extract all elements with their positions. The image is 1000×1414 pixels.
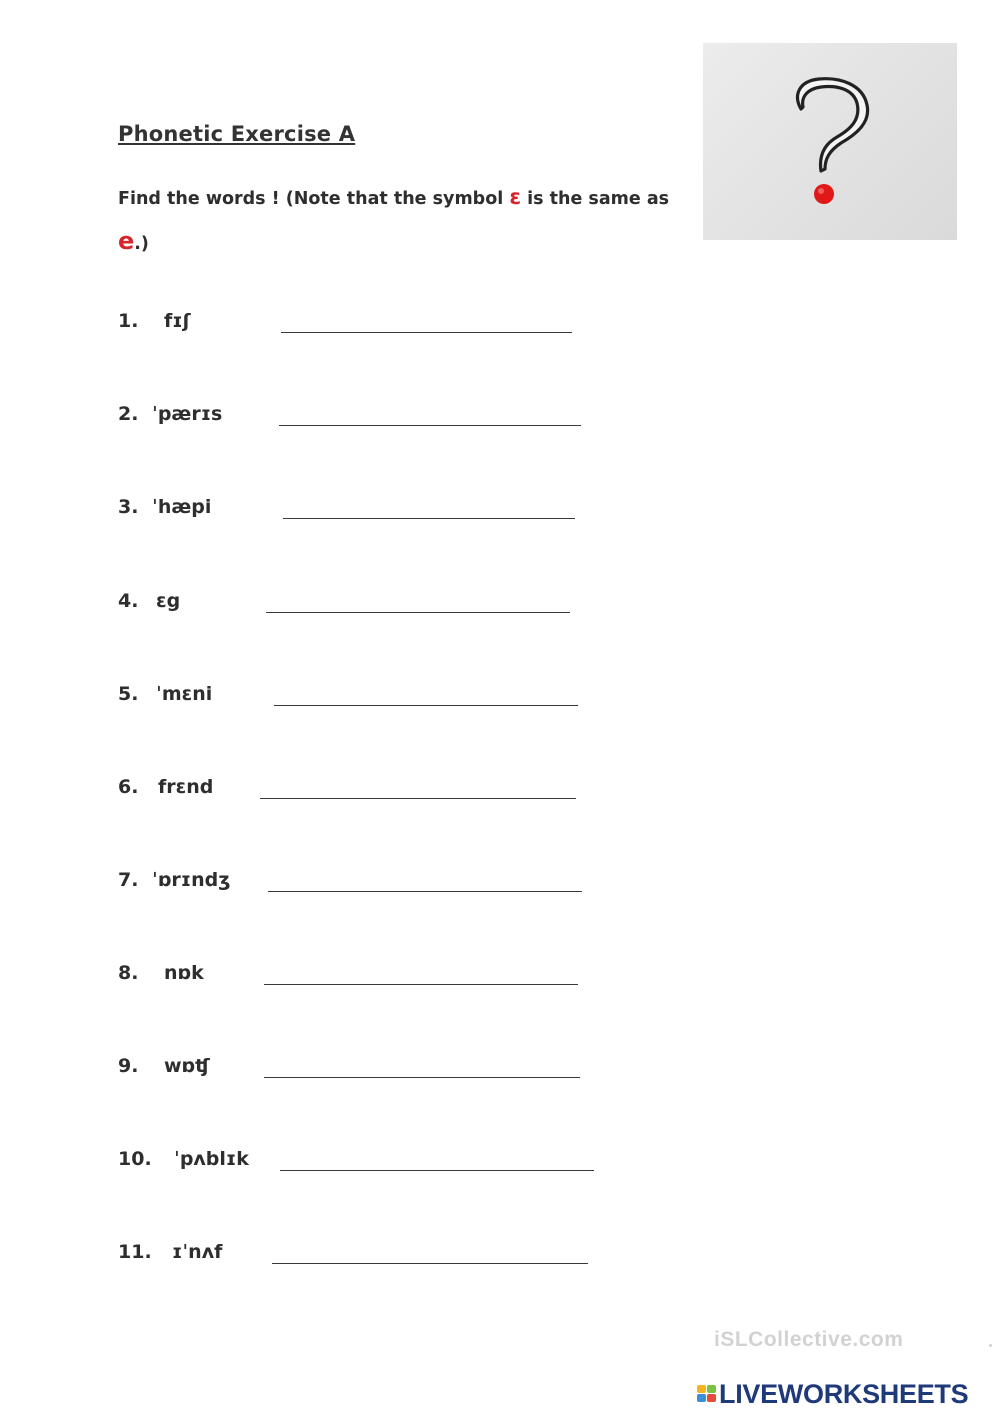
e-letter: e [118, 227, 135, 255]
phonetic-word: ˈpærɪs [152, 403, 223, 425]
islcollective-watermark: iSLCollective.com [714, 1328, 904, 1351]
answer-line[interactable] [268, 891, 582, 892]
item-number: 3. [118, 496, 139, 518]
exercise-item [118, 1148, 618, 1178]
item-number: 5. [118, 683, 139, 705]
phonetic-word: fɪʃ [164, 310, 191, 332]
answer-line[interactable] [264, 1077, 580, 1078]
phonetic-word: frɛnd [158, 776, 214, 798]
question-mark-image [703, 43, 957, 240]
exercise-item [118, 962, 618, 992]
item-number: 10. [118, 1148, 152, 1170]
answer-line[interactable] [264, 984, 578, 985]
phonetic-word: ɛg [156, 590, 181, 612]
exercise-item [118, 1241, 618, 1271]
item-number: 1. [118, 310, 139, 332]
answer-line[interactable] [266, 612, 570, 613]
worksheet-title: Phonetic Exercise A [118, 122, 356, 146]
watermark-dot [989, 1344, 992, 1347]
exercise-item [118, 310, 618, 340]
answer-line[interactable] [260, 798, 576, 799]
answer-line[interactable] [281, 332, 572, 333]
answer-line[interactable] [272, 1263, 588, 1264]
liveworksheets-brand[interactable] [697, 1378, 968, 1410]
exercise-item [118, 590, 618, 620]
item-number: 7. [118, 869, 139, 891]
answer-line[interactable] [283, 518, 575, 519]
phonetic-word: ˈɒrɪndʒ [152, 869, 231, 891]
phonetic-word: ˈhæpi [152, 496, 212, 518]
epsilon-symbol: ɛ [509, 185, 522, 209]
answer-line[interactable] [274, 705, 578, 706]
exercise-item [118, 403, 618, 433]
item-number: 4. [118, 590, 139, 612]
phonetic-word: ˈmɛni [156, 683, 213, 705]
item-number: 2. [118, 403, 139, 425]
phonetic-word: ˈpʌblɪk [174, 1148, 249, 1170]
instructions-middle: is the same as [521, 189, 670, 209]
phonetic-word: ɪˈnʌf [172, 1241, 223, 1263]
item-number: 9. [118, 1055, 139, 1077]
instructions [118, 176, 688, 265]
phonetic-word: wɒʧ [164, 1055, 210, 1077]
instructions-text: Find the words ! (Note that the symbol [118, 189, 510, 209]
liveworksheets-logo-icon [697, 1381, 717, 1407]
item-number: 11. [118, 1241, 152, 1263]
exercise-item [118, 496, 618, 526]
exercise-item [118, 1055, 618, 1085]
brand-name: LIVEWORKSHEETS [719, 1378, 969, 1409]
item-number: 8. [118, 962, 139, 984]
exercise-item [118, 776, 618, 806]
exercise-item [118, 683, 618, 713]
question-mark-icon [703, 43, 957, 240]
instructions-end: .) [134, 234, 149, 254]
exercise-item [118, 869, 618, 899]
answer-line[interactable] [280, 1170, 594, 1171]
item-number: 6. [118, 776, 139, 798]
phonetic-word: nɒk [164, 962, 204, 984]
answer-line[interactable] [279, 425, 581, 426]
